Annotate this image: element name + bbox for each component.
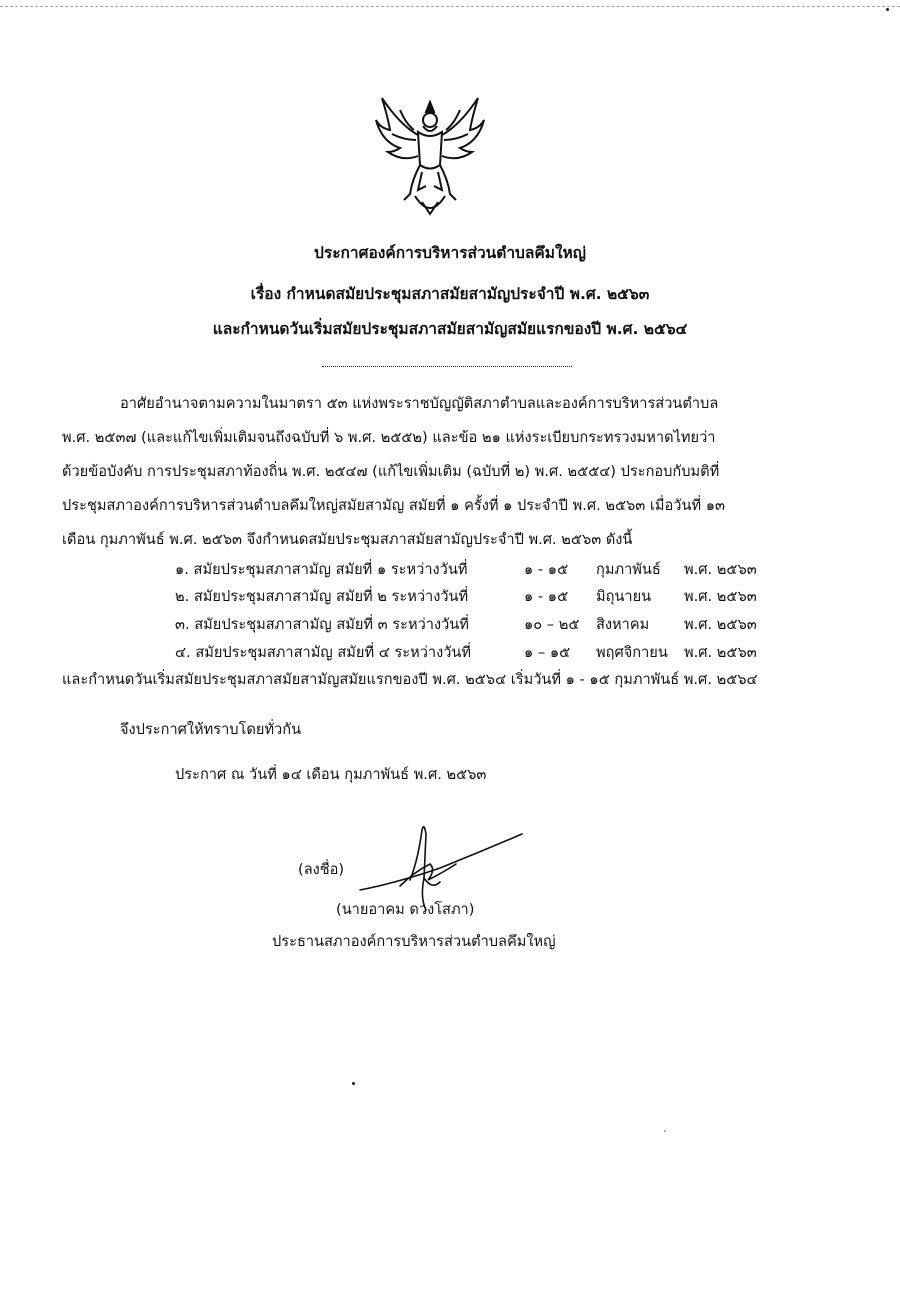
session-month: กุมภาพันธ์ — [596, 561, 661, 578]
next-year-session-line: และกำหนดวันเริ่มสมัยประชุมสภาสมัยสามัญสมัยแรกของปี พ.ศ. ๒๕๖๔ เริ่มวันที่ ๑ - ๑๕ กุมภาพันธ์ พ.ศ. ๒๕๖๔ — [62, 671, 758, 688]
dotted-separator — [322, 352, 572, 367]
paragraph-line: ด้วยข้อบังคับ การประชุมสภาท้องถิ่น พ.ศ. ๒๕๔๗ (แก้ไขเพิ่มเติม (ฉบับที่ ๒) พ.ศ. ๒๕๕๔) ประกอบกับมติที่ — [62, 463, 720, 480]
session-year: พ.ศ. ๒๕๖๓ — [684, 588, 757, 605]
paragraph-line: เดือน กุมภาพันธ์ พ.ศ. ๒๕๖๓ จึงกำหนดสมัยประชุมสภาสมัยสามัญประจำปี พ.ศ. ๒๕๖๓ ดังนี้ — [62, 531, 633, 548]
session-year: พ.ศ. ๒๕๖๓ — [684, 561, 757, 578]
session-item — [0, 643, 900, 665]
session-range: ๑ - ๑๕ — [524, 588, 569, 605]
signer-position: ประธานสภาองค์การบริหารส่วนตำบลคึมใหญ่ — [272, 933, 556, 950]
announcement-title: ประกาศองค์การบริหารส่วนตำบลคึมใหญ่ — [314, 244, 586, 262]
session-range: ๑ – ๑๕ — [524, 644, 571, 661]
session-item — [0, 587, 900, 609]
signer-name: (นายอาคม ดวงโสภา) — [336, 901, 475, 918]
session-range: ๑ - ๑๕ — [524, 561, 569, 578]
scan-speck — [886, 8, 889, 11]
paragraph-line: ประชุมสภาองค์การบริหารส่วนตำบลคึมใหญ่สมัยสามัญ สมัยที่ ๑ ครั้งที่ ๑ ประจำปี พ.ศ. ๒๕๖๓ เมื่อวันที่ ๑๓ — [62, 497, 725, 514]
scan-edge — [0, 6, 900, 11]
session-item — [0, 615, 900, 637]
paragraph-line: อาศัยอำนาจตามความในมาตรา ๕๓ แห่งพระราชบัญญัติสภาตำบลและองค์การบริหารส่วนตำบล — [120, 395, 719, 412]
scan-speck — [664, 1130, 666, 1132]
subject-line-continued: และกำหนดวันเริ่มสมัยประชุมสภาสมัยสามัญสมัยแรกของปี พ.ศ. ๒๕๖๔ — [212, 320, 688, 338]
announcement-date: ประกาศ ณ วันที่ ๑๔ เดือน กุมภาพันธ์ พ.ศ. ๒๕๖๓ — [175, 766, 487, 783]
session-month: สิงหาคม — [596, 616, 650, 633]
session-label: ๓. สมัยประชุมสภาสามัญ สมัยที่ ๓ ระหว่างวันที่ — [175, 616, 469, 633]
session-year: พ.ศ. ๒๕๖๓ — [684, 644, 757, 661]
session-month: พฤศจิกายน — [596, 644, 668, 661]
subject-line: เรื่อง กำหนดสมัยประชุมสภาสมัยสามัญประจำปี พ.ศ. ๒๕๖๓ — [250, 285, 650, 303]
session-year: พ.ศ. ๒๕๖๓ — [684, 616, 757, 633]
scan-speck — [352, 1082, 355, 1085]
session-range: ๑๐ – ๒๕ — [524, 616, 580, 633]
garuda-emblem-icon — [370, 90, 490, 225]
session-label: ๒. สมัยประชุมสภาสามัญ สมัยที่ ๒ ระหว่างวันที่ — [175, 588, 469, 605]
signature-label: (ลงชื่อ) — [298, 861, 345, 878]
session-month: มิถุนายน — [596, 588, 652, 605]
session-item — [0, 560, 900, 582]
paragraph-line: พ.ศ. ๒๕๓๗ (และแก้ไขเพิ่มเติมจนถึงฉบับที่ ๖ พ.ศ. ๒๕๕๒) และข้อ ๒๑ แห่งระเบียบกระทรวงมหาดไทยว่า — [62, 429, 716, 446]
closing-statement: จึงประกาศให้ทราบโดยทั่วกัน — [120, 721, 302, 738]
session-label: ๑. สมัยประชุมสภาสามัญ สมัยที่ ๑ ระหว่างวันที่ — [175, 561, 468, 578]
session-label: ๔. สมัยประชุมสภาสามัญ สมัยที่ ๔ ระหว่างวันที่ — [175, 644, 472, 661]
